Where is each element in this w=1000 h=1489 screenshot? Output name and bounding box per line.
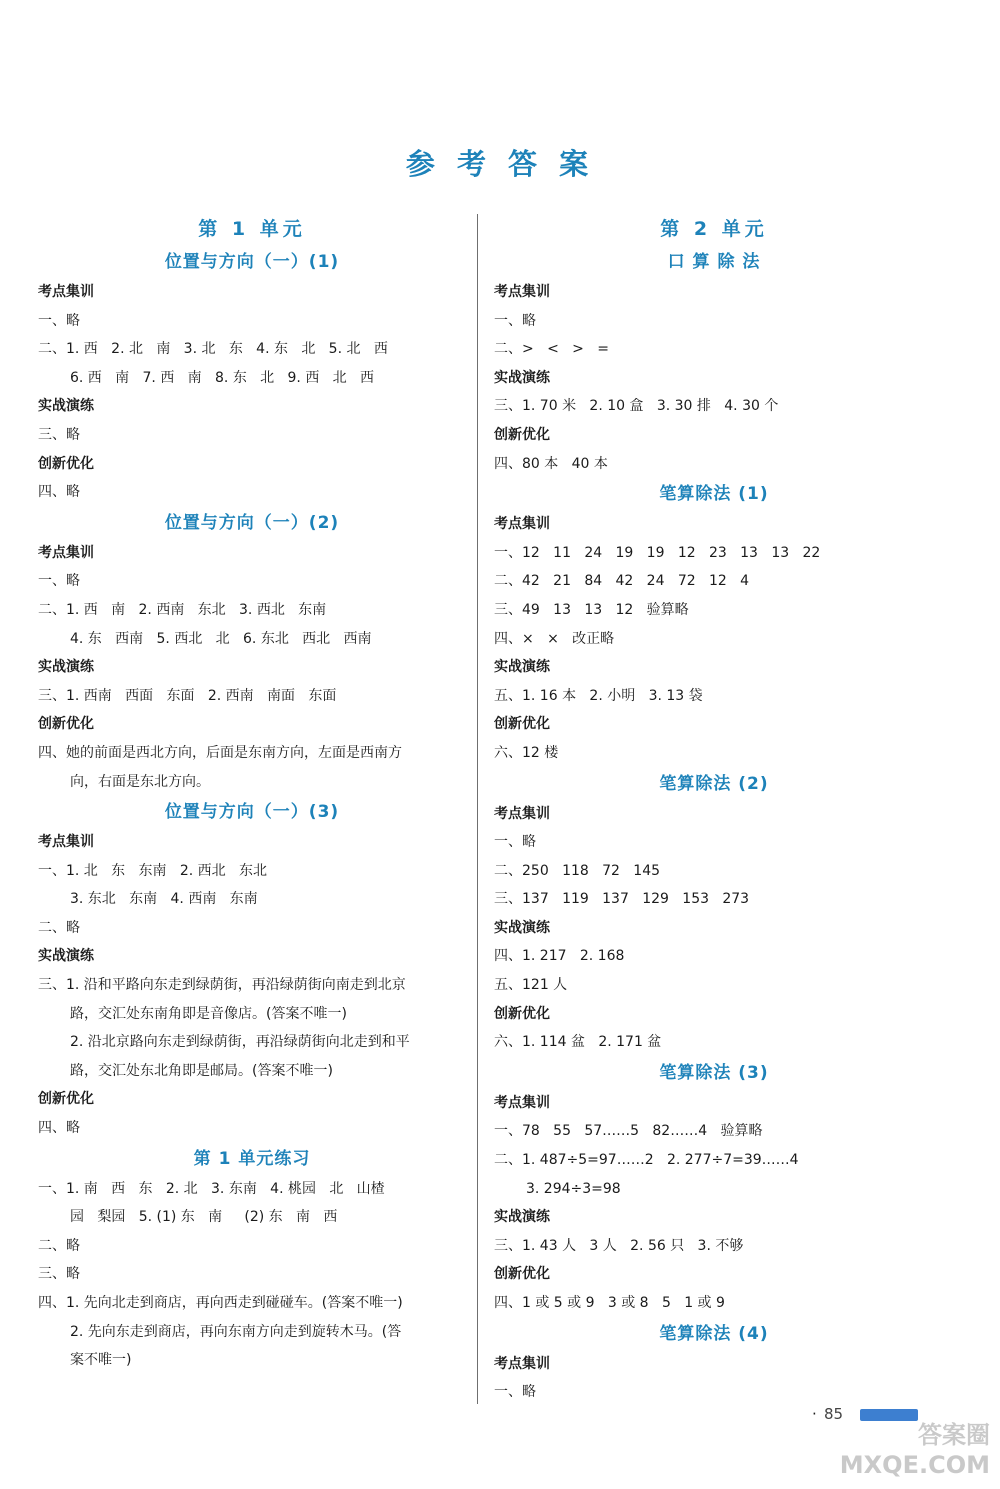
column-divider	[477, 214, 478, 1404]
answer-line: 三、49 13 13 12 验算略	[494, 601, 689, 618]
right-column	[494, 212, 934, 1407]
section-title: 位置与方向（一）(1)	[164, 252, 340, 272]
answer-line-continued: 路，交汇处东北角即是邮局。(答案不唯一)	[70, 1062, 333, 1079]
category-label: 考点集训	[38, 284, 94, 300]
category-label: 创新优化	[494, 716, 550, 733]
answer-line: 一、略	[38, 573, 80, 590]
section-title: 位置与方向（一）(2)	[164, 512, 340, 533]
left-column	[38, 212, 466, 1375]
answer-line: 一、1. 南 西 东 2. 北 3. 东南 4. 桃园 北 山楂	[38, 1180, 385, 1197]
category-label: 考点集训	[494, 1094, 550, 1111]
section-title: 笔算除法 (3)	[659, 1062, 769, 1083]
answer-line: 三、1. 43 人 3 人 2. 56 只 3. 不够	[494, 1237, 744, 1254]
answer-line: 四、1 或 5 或 9 3 或 8 5 1 或 9	[494, 1295, 725, 1311]
unit-title: 第 2 单元	[660, 218, 768, 240]
answer-line-continued: 3. 东北 东南 4. 西南 东南	[70, 891, 258, 908]
category-label: 创新优化	[38, 716, 94, 733]
category-label: 实战演练	[494, 659, 550, 676]
category-label: 创新优化	[38, 455, 94, 472]
watermark-line: 答案圈	[918, 1421, 990, 1449]
category-label: 创新优化	[494, 1005, 550, 1022]
answer-line: 五、1. 16 本 2. 小明 3. 13 袋	[494, 687, 703, 704]
answer-line-continued: 向，右面是东北方向。	[70, 773, 210, 790]
category-label: 考点集训	[494, 284, 550, 300]
answer-line: 二、略	[38, 1237, 80, 1254]
answer-line: 二、1. 西 2. 北 南 3. 北 东 4. 东 北 5. 北 西	[38, 341, 388, 358]
answer-line: 二、略	[38, 919, 80, 936]
answer-line: 六、1. 114 盆 2. 171 盆	[494, 1034, 662, 1051]
answer-line: 四、略	[38, 1120, 80, 1137]
answer-line: 一、略	[494, 834, 536, 851]
answer-line: 一、略	[38, 312, 80, 329]
answer-line-continued: 6. 西 南 7. 西 南 8. 东 北 9. 西 北 西	[70, 369, 375, 386]
category-label: 创新优化	[494, 1266, 550, 1283]
category-label: 考点集训	[38, 544, 94, 561]
category-label: 实战演练	[494, 919, 550, 936]
section-title: 笔算除法 (2)	[659, 773, 769, 794]
answer-line: 三、1. 沿和平路向东走到绿荫街，再沿绿荫街向南走到北京	[38, 977, 406, 994]
category-label: 创新优化	[38, 1091, 94, 1108]
category-label: 考点集训	[494, 516, 550, 533]
answer-line: 一、12 11 24 19 19 12 23 13 13 22	[494, 544, 821, 561]
answer-line: 四、略	[38, 484, 80, 501]
answer-line: 六、12 楼	[494, 744, 559, 761]
answer-line: 二、42 21 84 42 24 72 12 4	[494, 573, 750, 590]
answer-line: 三、略	[38, 426, 80, 443]
category-label: 考点集训	[494, 805, 550, 822]
answer-line: 三、137 119 137 129 153 273	[494, 891, 750, 908]
category-label: 创新优化	[494, 426, 550, 443]
answer-line: 二、1. 西 南 2. 西南 东北 3. 西北 东南	[38, 601, 327, 618]
section-title: 口 算 除 法	[667, 252, 761, 272]
category-label: 考点集训	[494, 1355, 550, 1372]
answer-line-continued: 2. 沿北京路向东走到绿荫街，再沿绿荫街向北走到和平	[70, 1034, 410, 1051]
answer-line: 五、121 人	[494, 977, 568, 994]
answer-line: 四、1. 先向北走到商店，再向西走到碰碰车。(答案不唯一)	[38, 1295, 403, 1311]
answer-line: 三、1. 70 米 2. 10 盒 3. 30 排 4. 30 个	[494, 398, 779, 415]
page-number: 85	[824, 1405, 844, 1423]
answer-line: 四、她的前面是西北方向，后面是东南方向，左面是西南方	[38, 744, 402, 761]
answer-line: 二、1. 487÷5=97……2 2. 277÷7=39……4	[494, 1152, 799, 1169]
answer-line-continued: 路，交汇处东南角即是音像店。(答案不唯一)	[70, 1005, 347, 1022]
page-title: 参 考 答 案	[405, 147, 595, 181]
answer-line: 四、1. 217 2. 168	[494, 948, 625, 965]
category-label: 实战演练	[494, 1209, 550, 1226]
answer-line-continued: 2. 先向东走到商店，再向东南方向走到旋转木马。(答	[70, 1323, 402, 1340]
section-title: 位置与方向（一）(3)	[164, 802, 340, 823]
answer-line-continued: 园 梨园 5. (1) 东 南 (2) 东 南 西	[70, 1209, 338, 1226]
answer-line: 二、> < > =	[494, 341, 609, 358]
unit-title: 第 1 单元	[198, 218, 306, 240]
answer-line-continued: 4. 东 西南 5. 西北 北 6. 东北 西北 西南	[70, 630, 372, 647]
answer-line: 三、1. 西南 西面 东面 2. 西南 南面 东面	[38, 687, 337, 704]
answer-line: 四、× × 改正略	[494, 630, 615, 647]
category-label: 实战演练	[38, 948, 94, 965]
page-dot: ·	[812, 1405, 817, 1423]
answer-line: 二、250 118 72 145	[494, 862, 661, 879]
answer-line: 一、78 55 57……5 82……4 验算略	[494, 1123, 763, 1140]
category-label: 实战演练	[494, 369, 550, 386]
answer-line-continued: 3. 294÷3=98	[526, 1180, 621, 1197]
watermark	[820, 1420, 990, 1480]
section-title: 笔算除法 (4)	[659, 1323, 769, 1344]
watermark-url: MXQE.COM	[839, 1451, 990, 1479]
answer-line: 一、略	[494, 312, 536, 329]
section-title: 第 1 单元练习	[193, 1148, 311, 1169]
answer-line: 三、略	[38, 1266, 80, 1283]
category-label: 实战演练	[38, 398, 94, 415]
section-title: 笔算除法 (1)	[659, 484, 769, 505]
category-label: 实战演练	[38, 659, 94, 676]
answer-line-continued: 案不唯一)	[70, 1352, 132, 1369]
category-label: 考点集训	[38, 834, 94, 851]
answer-line: 四、80 本 40 本	[494, 455, 608, 472]
answer-line: 一、1. 北 东 东南 2. 西北 东北	[38, 862, 268, 879]
answer-line: 一、略	[494, 1384, 536, 1401]
